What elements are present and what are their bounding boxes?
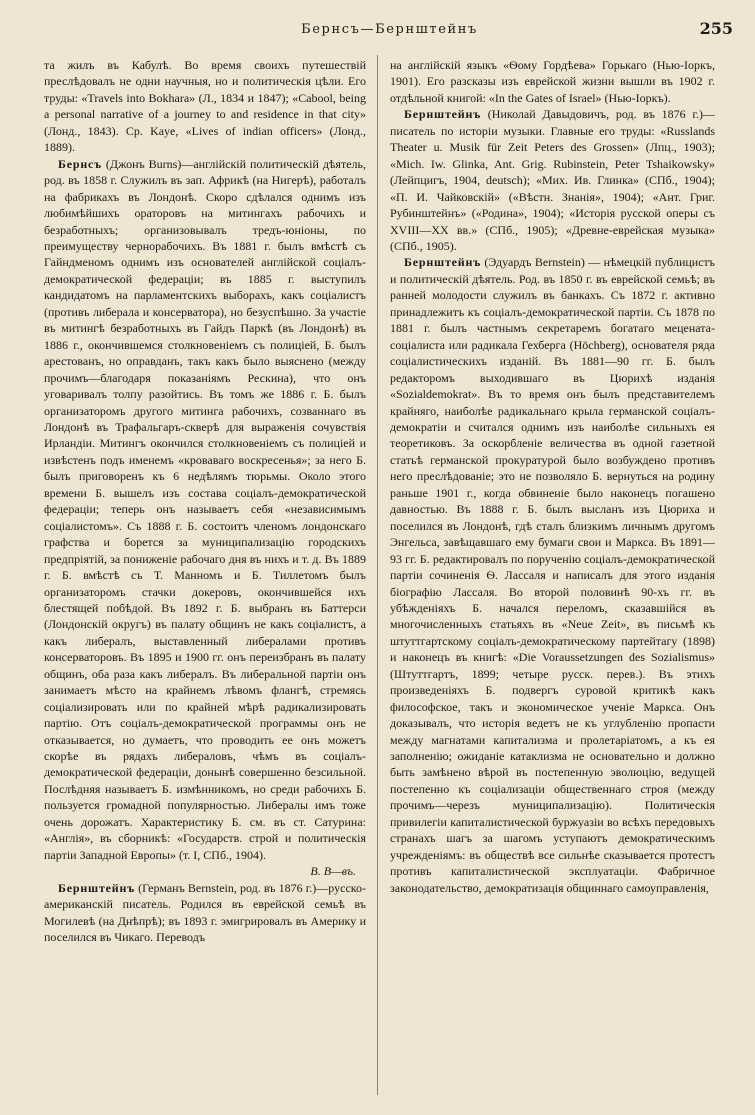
- entry-bernshtein-eduard: [390, 254, 715, 896]
- entry-text: (Германъ Bernstein, род. въ 1876 г.)—русско-американскій писатель. Родился въ еврейской семьѣ въ Могилевѣ (на Днѣпрѣ); въ 1893 г. эмигрировалъ въ Америку и поселился въ Чикаго. Переводъ: [44, 880, 366, 945]
- entry-headword: Бернштейнъ: [404, 107, 482, 122]
- entry-text: (Николай Давыдовичъ, род. въ 1876 г.)—писатель по исторіи музыки. Главные его труды: «Russlands Theater u. Musik für Zeit Peters des Grossen» (Лпц., 1903); «Mich. Iw. Glinka, Ant. Grig. Rubinstein, Peter Tshaikowsky» (Лейпцигъ, 1904, deutsch); «Мих. Ив. Глинка» (СПб., 1904); «П. И. Чайковскій» («Вѣстн. Знанія», 1904); «Ант. Григ. Рубинштейнъ» («Родина», 1904); «Исторія русской оперы съ XVIII—XX вв.» (СПб., 1905); «Древне-еврейская музыка» (СПб., 1905).: [390, 107, 715, 253]
- entry-berns: [44, 156, 366, 863]
- page-header: [46, 19, 733, 48]
- right-column: [390, 57, 715, 1097]
- left-column: [44, 57, 366, 1097]
- author-signature: В. В—въ.: [310, 864, 356, 879]
- entry-bernshtein-nikolay: [390, 106, 715, 254]
- entry-bernshtein-herman: [44, 880, 366, 946]
- entry-continuation-text: на англійскій языкъ «Ѳому Гордѣева» Горькаго (Нью-Іоркъ, 1901). Его разсказы изъ еврейской жизни вышли въ 1902 г. отдѣльной книгой: «In the Gates of Israel» (Нью-Іоркъ).: [390, 58, 715, 105]
- entry-headword: Бернштейнъ: [58, 880, 136, 895]
- running-head: Бернсъ—Бернштейнъ: [301, 22, 478, 37]
- column-divider: [377, 55, 378, 1095]
- page-number: 255: [699, 19, 733, 38]
- entry-headword: Бернсъ: [58, 156, 102, 171]
- entry-text: (Джонъ Burns)—англійскій политическій дѣятель, род. въ 1858 г. Служилъ въ зап. Африкѣ (на Нигерѣ), работалъ на фабрикахъ въ Лондонѣ. Скоро сдѣлался однимъ изъ любимѣйшихъ ораторовъ на митингахъ рабочихъ и безработныхъ; организовывалъ тредъ-юніоны, по преимуществу чернорабочихъ. Въ 1881 г. былъ вмѣстѣ съ Гайндменомъ однимъ изъ основателей англійской соціалъ-демократической федераціи; въ 1885 г. выступилъ кандидатомъ на парламентскихъ выборахъ, какъ соціалистъ (противъ либерала и консерватора), но безуспѣшно. За участіе въ митингѣ безработныхъ въ Гайдъ Паркѣ (въ Лондонѣ) въ 1886 г., окончившемся столкновеніемъ съ полиціей, Б. былъ арестованъ, но оправданъ, такъ какъ было выяснено (между прочимъ—благодаря показаніямъ Рескина), что онъ уговаривалъ толпу разойтись. Въ томъ же 1886 г. Б. былъ организаторомъ другого митинга рабочихъ, созваннаго въ Лондонѣ въ Трафальгаръ-скверѣ для выраженія сочувствія Ирландіи. Митингъ окончился столкновеніемъ съ полиціей и извѣстенъ подъ именемъ «кроваваго воскресенья»; за него Б. былъ приговоренъ къ 6 недѣлямъ тюрьмы. Около этого времени Б. вышелъ изъ состава соціалъ-демократической федераціи; теперь онъ называетъ себя «независимымъ соціалистомъ». Съ 1888 г. Б. состоитъ членомъ лондонскаго графства и борется за муниципализацію городскихъ предпріятій, за пониженіе рабочаго дня въ нихъ и т. д. Въ 1889 г. Б. вмѣстѣ съ Т. Манномъ и Б. Тиллетомъ былъ организаторомъ стачки докеровъ, окончившейся ихъ блестящей побѣдой. Въ 1892 г. Б. выбранъ въ Баттерси (Лондонскій округъ) въ палату общинъ не какъ соціалистъ, а какъ либералъ, выставленный либералами противъ консерваторовъ. Въ 1895 и 1900 гг. онъ переизбранъ въ палату общинъ, оба раза какъ либералъ. Въ либеральной партіи онъ занимаетъ мѣсто на крайнемъ лѣвомъ флангѣ, стремясь соціализировать или по крайней мѣрѣ радикализировать партію. Отъ соціалъ-демократической программы онъ не отказывается, но думаетъ, что проводить ее онъ можетъ скорѣе въ рядахъ либераловъ, чѣмъ въ соціалъ-демократической федераціи, донынѣ совершенно безсильной. Послѣдняя называетъ Б. измѣнникомъ, но среди рабочихъ Б. пользуется громадной популярностью. Либералы имъ тоже очень дорожатъ. Характеристику Б. см. въ ст. Сатурина: «Англія», въ сборникѣ: «Государств. строй и политическія партіи Западной Европы» (т. I, СПб., 1904).: [44, 156, 366, 862]
- entry-text: (Эдуардъ Bernstein) — нѣмецкій публицистъ и политическій дѣятель. Род. въ 1850 г. въ еврейской семьѣ; въ ранней молодости служилъ въ банкахъ. Съ 1872 г. активно принадлежитъ къ соціалъ-демократической партіи. Съ 1878 по 1881 г. былъ частнымъ секретаремъ богатаго мецената-соціалиста или радикала Гехберга (Höchberg), основателя ряда соціалистическихъ изданій. Въ 1881—90 гг. Б. былъ редакторомъ выходившаго въ Цюрихѣ изданія «Sozialdemokrat». Въ то время онъ былъ представителемъ крайняго, наиболѣе радикальнаго крыла германской соціалъ-демократіи и считался однимъ изъ наиболѣе сильныхъ ея теоретиковъ. За оскорбленіе величества въ одной газетной статьѣ германской прокуратурой было возбуждено противъ него преслѣдованіе; это не позволяло Б. вернуться на родину раньше 1901 г., когда обвиненіе было наконецъ погашено давностью. Въ 1888 г. Б. былъ высланъ изъ Цюриха и поселился въ Лондонѣ, гдѣ сталъ близкимъ личнымъ другомъ Энгельса, завѣщавшаго ему бумаги свои и Маркса. Въ 1891—93 гг. Б. редактировалъ по порученію соціалъ-демократической партіи сочиненія Ѳ. Лассаля и написалъ для этого изданія біографію Лассаля. Во второй половинѣ 90-хъ гг. въ убѣжденіяхъ Б. начался переломъ, сказавшійся въ многочисленныхъ статьяхъ въ «Neue Zeit», въ письмѣ къ штуттгартскому соціалъ-демократическому партейтагу (1898) и наконецъ въ книгѣ: «Die Voraussetzungen des Sozialismus» (Штуттгартъ, 1899; четыре русск. перев.). Въ этихъ произведеніяхъ Б. подвергъ суровой критикѣ какъ философское, такъ и экономическое ученіе Маркса. Онъ доказывалъ, что исторія ведетъ не къ углубленію пропасти между магнатами капитализма и пролетаріатомъ, а къ ея заполненію; ожиданіе катаклизма не основательно и должно быть замѣнено вѣрой въ постепенную эволюцію, ведущей постепенно къ соціализаціи общественнаго строя (между прочимъ—черезъ муниципализацію). Политическія привилегіи капиталистической буржуазіи во всѣхъ передовыхъ странахъ шагъ за шагомъ уступаютъ демократическимъ учрежденіямъ: въ обществѣ все сильнѣе сказывается протестъ противъ капиталистической эксплуатаціи. Фабричное законодательство, демократизація общиннаго самоуправленія,: [390, 255, 715, 895]
- entry-continuation-text: та жилъ въ Кабулѣ. Во время своихъ путешествій преслѣдовалъ не одни научныя, но и политическія цѣли. Его труды: «Travels into Bokhara» (Л., 1834 и 1847); «Cabool, being a personal narrative of a journey to and residence in that city» (Лонд., 1843). Ср. Kaye, «Lives of indian officers» (Лонд., 1889).: [44, 58, 366, 155]
- entry-headword: Бернштейнъ: [404, 255, 482, 270]
